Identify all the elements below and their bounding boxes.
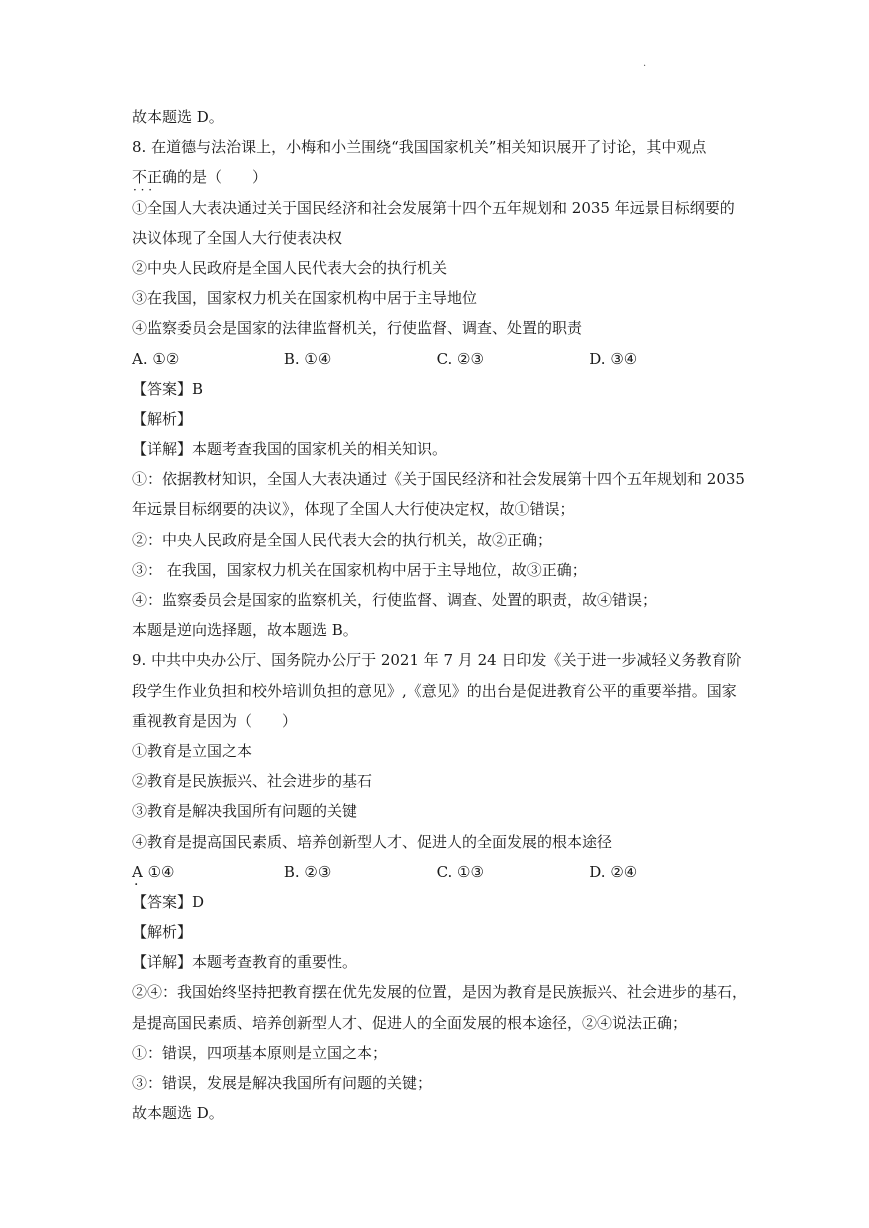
option-d: D. ②④ bbox=[589, 862, 638, 881]
detail-label: 【详解】本题考查我国的国家机关的相关知识。 bbox=[132, 440, 448, 459]
question-9-statement: ④教育是提高国民素质、培养创新型人才、促进人的全面发展的根本途径 bbox=[132, 832, 613, 851]
explanation-line: ①：错误，四项基本原则是立国之本； bbox=[132, 1043, 388, 1062]
explanation-line: 是提高国民素质、培养创新型人才、促进人的全面发展的根本途径，②④说法正确； bbox=[132, 1013, 688, 1032]
text-line: 故本题选 D。 bbox=[132, 108, 224, 126]
question-9-stem: 9. 中共中央办公厅、国务院办公厅于 2021 年 7 月 24 日印发《关于进一步减轻义务教育阶 bbox=[132, 651, 742, 670]
option-c: C. ②③ bbox=[436, 349, 484, 368]
conclusion-line: 故本题选 D。 bbox=[132, 1104, 224, 1123]
question-9-statement: ②教育是民族振兴、社会进步的基石 bbox=[132, 772, 373, 791]
option-b: B. ①④ bbox=[283, 349, 332, 368]
question-9-options bbox=[132, 857, 742, 887]
page-marker: . bbox=[643, 58, 647, 69]
explanation-line: 年远景目标纲要的决议》，体现了全国人大行使决定权，故①错误； bbox=[132, 500, 575, 519]
question-8-statement: ②中央人民政府是全国人民代表大会的执行机关 bbox=[132, 258, 448, 277]
answer-label: 【答案】B bbox=[132, 379, 204, 398]
explanation-line: ④：监察委员会是国家的监察机关，行使监督、调查、处置的职责，故④错误； bbox=[132, 591, 658, 609]
conclusion-line: 本题是逆向选择题，故本题选 B。 bbox=[132, 621, 358, 640]
emphasis-text: 不正确 · · · bbox=[132, 162, 177, 192]
document-body bbox=[132, 102, 748, 1128]
explanation-line: ③： 在我国，国家权力机关在国家机构中居于主导地位，故③正确； bbox=[132, 560, 587, 579]
question-8-statement: ①全国人大表决通过关于国民经济和社会发展第十四个五年规划和 2035 年远景目标纲要的 bbox=[132, 198, 735, 217]
question-9-statement: ①教育是立国之本 bbox=[132, 741, 253, 760]
question-9-stem-cont: 段学生作业负担和校外培训负担的意见》,《意见》的出台是促进教育公平的重要举措。国家 bbox=[132, 681, 737, 700]
question-8-options bbox=[132, 344, 742, 374]
answer-label: 【答案】D bbox=[132, 892, 205, 911]
explanation-line: ②：中央人民政府是全国人民代表大会的执行机关，故②正确； bbox=[132, 530, 553, 549]
question-8-stem-cont: 不正确 · · ·的是（ ） bbox=[132, 162, 742, 192]
question-8-statement: ③在我国，国家权力机关在国家机构中居于主导地位 bbox=[132, 289, 478, 308]
analysis-label: 【解析】 bbox=[132, 923, 193, 942]
explanation-line: ③：错误，发展是解决我国所有问题的关键； bbox=[132, 1074, 433, 1092]
explanation-line: ②④：我国始终坚持把教育摆在优先发展的位置，是因为教育是民族振兴、社会进步的基石， bbox=[132, 983, 748, 1002]
option-a: A. ①② bbox=[132, 349, 180, 368]
option-c: C. ①③ bbox=[436, 862, 484, 881]
explanation-line: ①：依据教材知识，全国人大表决通过《关于国民经济和社会发展第十四个五年规划和 2035 bbox=[132, 470, 745, 489]
question-8-stem: 8. 在道德与法治课上，小梅和小兰围绕“我国国家机关”相关知识展开了讨论，其中观点 bbox=[132, 138, 707, 157]
option-a: A · ①④ bbox=[132, 857, 284, 887]
question-8-statement: 决议体现了全国人大行使表决权 bbox=[132, 228, 343, 247]
analysis-label: 【解析】 bbox=[132, 409, 193, 428]
question-8-statement: ④监察委员会是国家的法律监督机关，行使监督、调查、处置的职责 bbox=[132, 319, 583, 338]
option-b: B. ②③ bbox=[283, 862, 332, 881]
option-d: D. ③④ bbox=[589, 349, 638, 368]
question-9-statement: ③教育是解决我国所有问题的关键 bbox=[132, 802, 358, 821]
question-9-stem-cont: 重视教育是因为（ ） bbox=[132, 711, 298, 730]
detail-label: 【详解】本题考查教育的重要性。 bbox=[132, 953, 358, 972]
